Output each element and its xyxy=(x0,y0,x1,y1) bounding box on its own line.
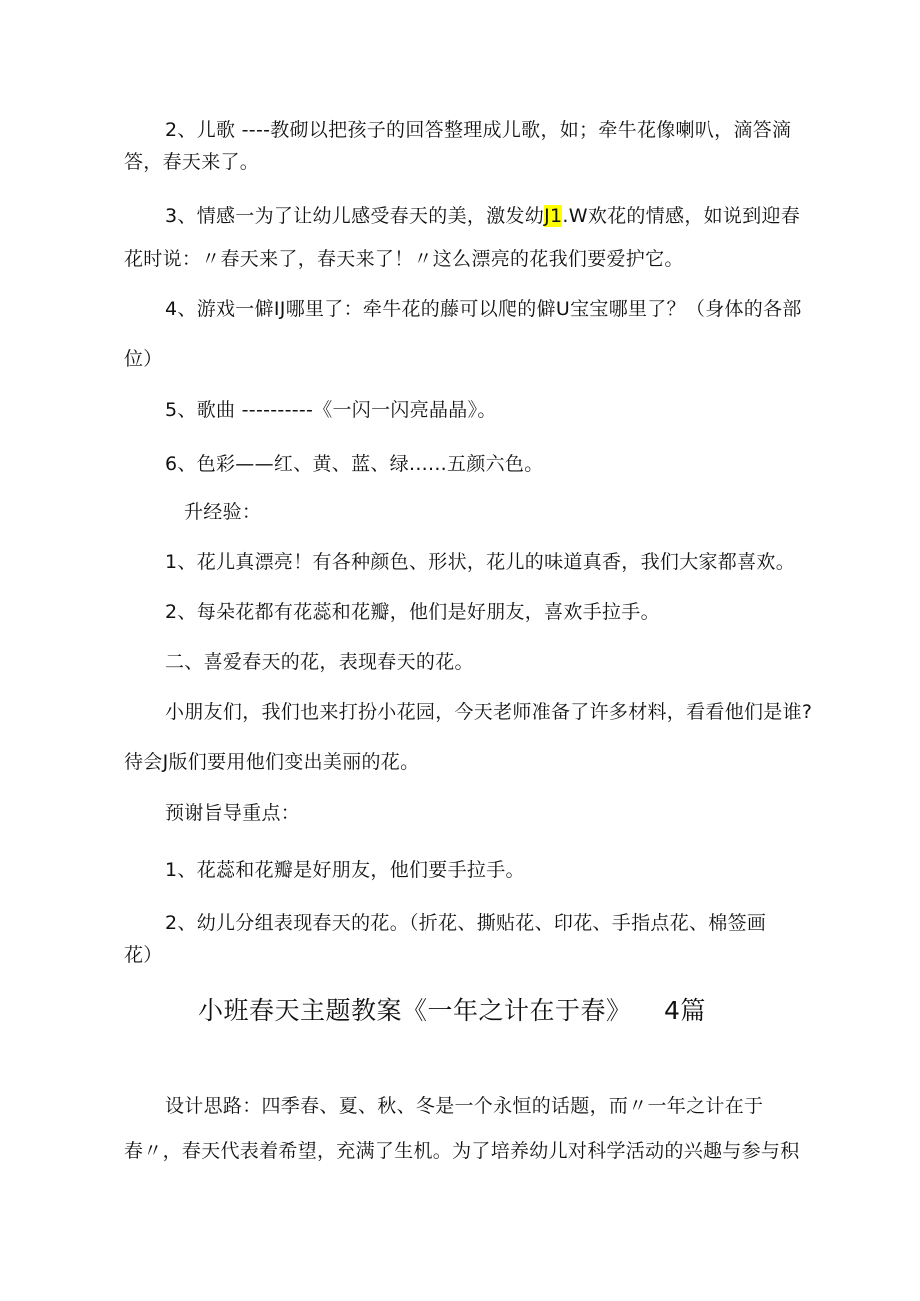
paragraph-kids-line2: 待会J版们要用他们变出美丽的花。 xyxy=(124,751,420,773)
emotion-text-a: 3、情感一为了让幼儿感受春天的美，激发幼 xyxy=(165,205,545,227)
design-idea-line1: 设计思路：四季春、夏、秋、冬是一个永恒的话题，而〃一年之计在于 xyxy=(165,1095,764,1117)
paragraph-experience-2: 2、每朵花都有花蕊和花瓣，他们是好朋友，喜欢手拉手。 xyxy=(165,601,660,623)
paragraph-kids-line1: 小朋友们，我们也来打扮小花园，今天老师准备了许多材料，看看他们是谁? xyxy=(165,701,813,723)
paragraph-game-line2: 位） xyxy=(124,348,163,370)
section-heading-two: 二、喜爱春天的花，表现春天的花。 xyxy=(165,651,474,673)
design-idea-line2: 春〃，春天代表着希望，充满了生机。为了培养幼儿对科学活动的兴趣与参与积 xyxy=(124,1140,800,1162)
paragraph-game-line1: 4、游戏一僻IJ哪里了：牵牛花的藤可以爬的僻U宝宝哪里了？（身体的各部 xyxy=(165,298,802,320)
lesson-plan-title: 小班春天主题教案《一年之计在于春》 xyxy=(198,996,632,1025)
paragraph-experience-heading: 升经验： xyxy=(184,501,262,523)
paragraph-song: 5、歌曲 ----------《一闪一闪亮晶晶》。 xyxy=(165,399,497,421)
paragraph-emotion-line2: 花时说：〃春天来了，春天来了！〃这么漂亮的花我们要爱护它。 xyxy=(124,248,684,270)
paragraph-nursery-rhyme-line2: 答，春天来了。 xyxy=(124,151,260,173)
paragraph-emotion-line1 xyxy=(165,204,800,228)
paragraph-nursery-rhyme-line1: 2、儿歌 ----教砌以把孩子的回答整理成儿歌，如；牵牛花像喇叭，滴答滴 xyxy=(165,119,792,141)
highlighted-text: J1 xyxy=(544,205,563,227)
lesson-plan-count: 4篇 xyxy=(664,996,706,1025)
paragraph-guidance-2-line1: 2、幼儿分组表现春天的花。（折花、撕贴花、印花、手指点花、棉签画 xyxy=(165,912,767,934)
paragraph-guidance-2-line2: 花） xyxy=(124,944,163,966)
paragraph-colors: 6、色彩——红、黄、蓝、绿......五颜六色。 xyxy=(165,453,544,475)
emotion-text-b: .W欢花的情感，如说到迎春 xyxy=(562,205,801,227)
paragraph-guidance-heading: 预谢旨导重点： xyxy=(165,802,301,824)
paragraph-experience-1: 1、花儿真漂亮！有各种颜色、形状，花儿的味道真香，我们大家都喜欢。 xyxy=(165,551,795,573)
paragraph-guidance-1: 1、花蕊和花瓣是好朋友，他们要手拉手。 xyxy=(165,859,525,881)
